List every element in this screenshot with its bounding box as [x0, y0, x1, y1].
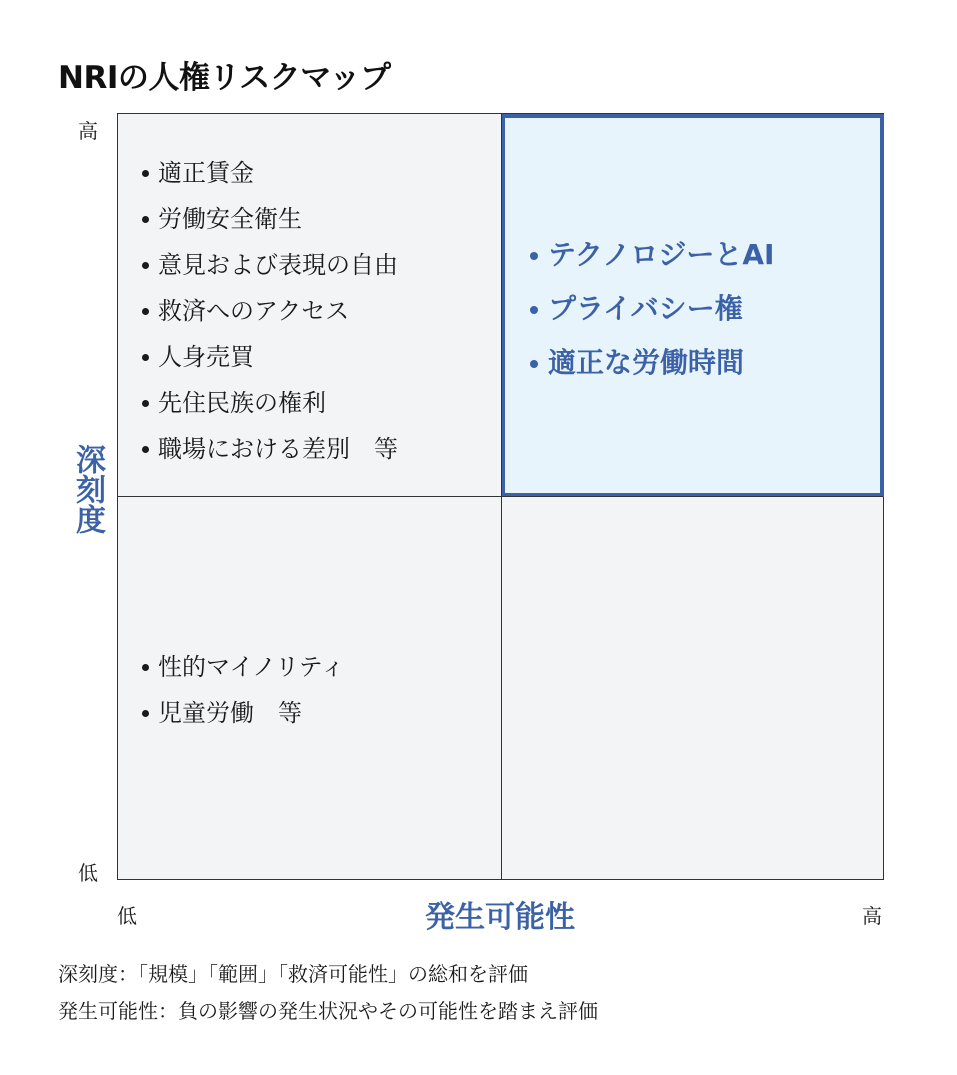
x-axis-low-label: 低: [117, 904, 137, 928]
list-item: 職場における差別 等: [140, 426, 398, 472]
list-item: 児童労働 等: [140, 690, 345, 736]
list-item: 適正賃金: [140, 150, 398, 196]
list-item: 性的マイノリティ: [140, 644, 345, 690]
severity-note: 深刻度：「規模」「範囲」「救済可能性」の総和を評価: [58, 962, 528, 986]
y-axis-low-label: 低: [78, 861, 98, 885]
list-item: 人身売買: [140, 334, 398, 380]
footnotes: [58, 956, 598, 1030]
top-left-quadrant-list: [140, 150, 398, 472]
list-item: 先住民族の権利: [140, 380, 398, 426]
risk-matrix: [117, 113, 884, 880]
horizontal-divider: [118, 496, 883, 497]
y-axis-title: 深刻度: [70, 444, 105, 534]
list-item: 意見および表現の自由: [140, 242, 398, 288]
x-axis-high-label: 高: [862, 904, 882, 928]
list-item: 適正な労働時間: [528, 336, 774, 390]
list-item: テクノロジーとAI: [528, 228, 774, 282]
likelihood-note: 発生可能性：負の影響の発生状況やその可能性を踏まえ評価: [58, 999, 598, 1023]
top-right-quadrant-list: [528, 228, 774, 390]
x-axis-title: 発生可能性: [425, 900, 575, 935]
y-axis-high-label: 高: [78, 119, 98, 143]
page-title: NRIの人権リスクマップ: [58, 60, 391, 96]
list-item: 労働安全衛生: [140, 196, 398, 242]
list-item: 救済へのアクセス: [140, 288, 398, 334]
bottom-left-quadrant-list: [140, 644, 345, 736]
list-item: プライバシー権: [528, 282, 774, 336]
